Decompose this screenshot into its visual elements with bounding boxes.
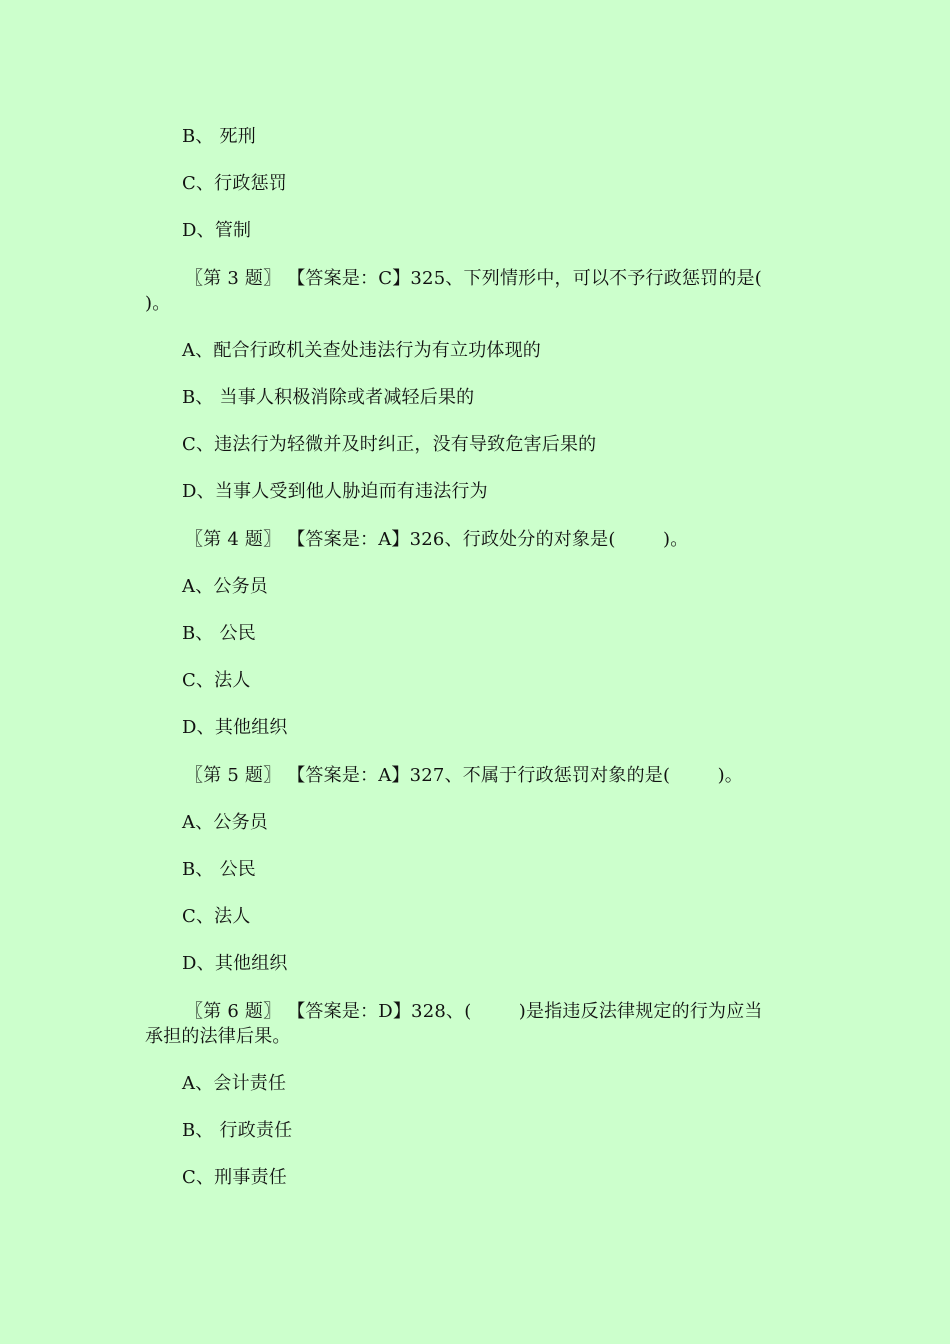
option-line: A、会计责任 <box>182 1073 287 1094</box>
option-line: B、 行政责任 <box>182 1120 293 1141</box>
option-line: C、违法行为轻微并及时纠正，没有导致危害后果的 <box>182 434 597 455</box>
option-line: C、法人 <box>182 906 251 927</box>
option-line: B、 死刑 <box>182 126 256 147</box>
question-line: 〖第 3 题〗 【答案是：C】325、下列情形中，可以不予行政惩罚的是( <box>185 268 762 289</box>
option-line: D、当事人受到他人胁迫而有违法行为 <box>182 481 488 502</box>
question-continuation: )。 <box>145 293 171 314</box>
option-line: B、 当事人积极消除或者减轻后果的 <box>182 387 475 408</box>
option-line: B、 公民 <box>182 859 256 880</box>
question-line: 〖第 6 题〗 【答案是：D】328、( )是指违反法律规定的行为应当 <box>185 1001 763 1022</box>
option-line: C、法人 <box>182 670 251 691</box>
option-line: B、 公民 <box>182 623 256 644</box>
option-line: A、配合行政机关查处违法行为有立功体现的 <box>182 340 541 361</box>
option-line: D、其他组织 <box>182 717 288 738</box>
question-continuation: 承担的法律后果。 <box>145 1026 291 1047</box>
option-line: D、其他组织 <box>182 953 288 974</box>
option-line: C、刑事责任 <box>182 1167 287 1188</box>
option-line: C、行政惩罚 <box>182 173 287 194</box>
question-line: 〖第 5 题〗 【答案是：A】327、不属于行政惩罚对象的是( )。 <box>185 765 743 786</box>
option-line: D、管制 <box>182 220 252 241</box>
question-line: 〖第 4 题〗 【答案是：A】326、行政处分的对象是( )。 <box>185 529 689 550</box>
option-line: A、公务员 <box>182 812 268 833</box>
option-line: A、公务员 <box>182 576 268 597</box>
